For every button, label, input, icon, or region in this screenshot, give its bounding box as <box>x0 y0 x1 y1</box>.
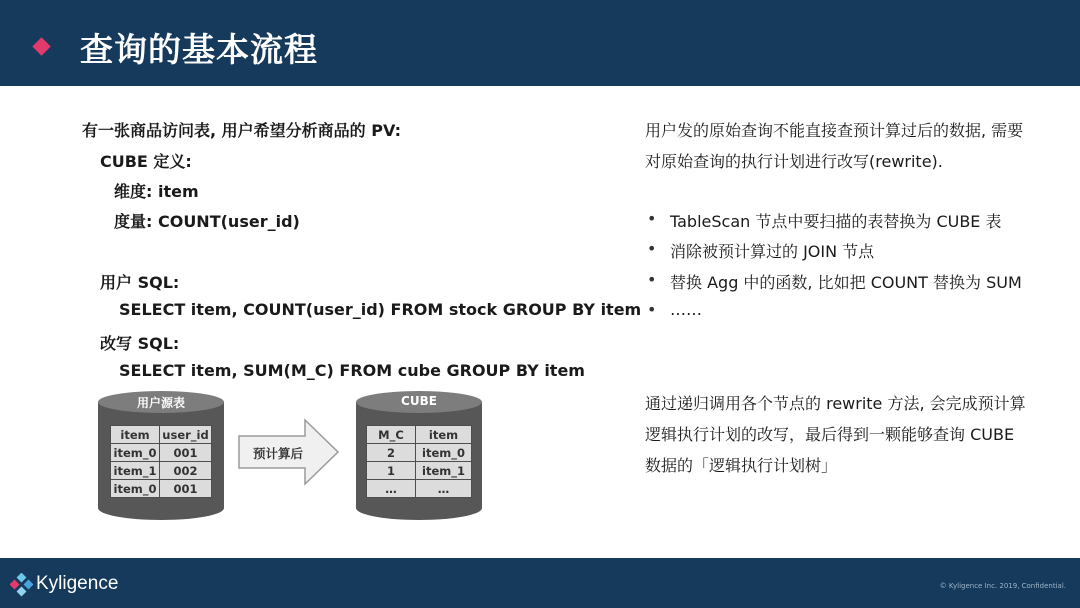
bullet-dot-icon: • <box>647 209 657 228</box>
table-cell: 001 <box>160 444 212 462</box>
footer-bar <box>0 558 1080 608</box>
table-row <box>111 444 212 462</box>
column-header: M_C <box>367 426 416 444</box>
bullet-item: 消除被预计算过的 JOIN 节点 <box>670 242 875 261</box>
brand-name: Kyligence <box>36 573 119 594</box>
table-cell: item_0 <box>111 444 160 462</box>
bullet-item: 替换 Agg 中的函数, 比如把 COUNT 替换为 SUM <box>670 273 1022 292</box>
rewrite-sql-text: SELECT item, SUM(M_C) FROM cube GROUP BY item <box>119 361 585 380</box>
table-cell: item_0 <box>111 480 160 498</box>
table-row <box>367 480 472 498</box>
copyright-text: © Kyligence Inc. 2019, Confidential. <box>939 582 1066 590</box>
table-cell: 2 <box>367 444 416 462</box>
intro-text: 有一张商品访问表, 用户希望分析商品的 PV: <box>82 121 402 140</box>
bullet-dot-icon: • <box>647 270 657 289</box>
table-cell: item_0 <box>416 444 472 462</box>
summary-line-2: 逻辑执行计划的改写，最后得到一颗能够查询 CUBE <box>645 425 1015 444</box>
source-table-title: 用户源表 <box>136 396 185 410</box>
bullet-item: TableScan 节点中要扫描的表替换为 CUBE 表 <box>670 212 1002 231</box>
rewrite-intro-line-1: 用户发的原始查询不能直接查预计算过后的数据, 需要 <box>645 121 1024 140</box>
cube-table-title: CUBE <box>401 394 437 408</box>
table-row <box>367 444 472 462</box>
table-row <box>111 480 212 498</box>
table-cell: 002 <box>160 462 212 480</box>
table-cell: item_1 <box>111 462 160 480</box>
dimension-text: 维度: item <box>114 182 199 201</box>
column-header: item <box>416 426 472 444</box>
table-header-row <box>367 426 472 444</box>
table-cell: 001 <box>160 480 212 498</box>
user-sql-label: 用户 SQL: <box>100 273 180 292</box>
title-bar <box>0 0 1080 86</box>
slide-title: 查询的基本流程 <box>80 30 318 69</box>
table-row <box>111 462 212 480</box>
user-sql-text: SELECT item, COUNT(user_id) FROM stock GROUP BY item <box>119 300 642 319</box>
table-cell: … <box>367 480 416 498</box>
table-cell: … <box>416 480 472 498</box>
column-header: item <box>111 426 160 444</box>
rewrite-sql-label: 改写 SQL: <box>100 334 180 353</box>
table-cell: item_1 <box>416 462 472 480</box>
cube-definition-label: CUBE 定义: <box>100 152 192 171</box>
bullet-item: …… <box>670 300 702 319</box>
arrow-label: 预计算后 <box>252 446 303 461</box>
diamond-bullet-icon <box>32 37 50 55</box>
summary-line-3: 数据的「逻辑执行计划树」 <box>645 456 838 475</box>
column-header: user_id <box>160 426 212 444</box>
rewrite-intro-line-2: 对原始查询的执行计划进行改写(rewrite). <box>645 152 943 171</box>
summary-line-1: 通过递归调用各个节点的 rewrite 方法, 会完成预计算 <box>645 394 1026 413</box>
bullet-dot-icon: • <box>647 300 657 319</box>
measure-text: 度量: COUNT(user_id) <box>114 212 300 231</box>
bullet-dot-icon: • <box>647 239 657 258</box>
table-row <box>367 462 472 480</box>
kyligence-logo-icon <box>10 573 34 597</box>
source-table <box>110 425 212 498</box>
cube-table <box>366 425 472 498</box>
table-header-row <box>111 426 212 444</box>
table-cell: 1 <box>367 462 416 480</box>
